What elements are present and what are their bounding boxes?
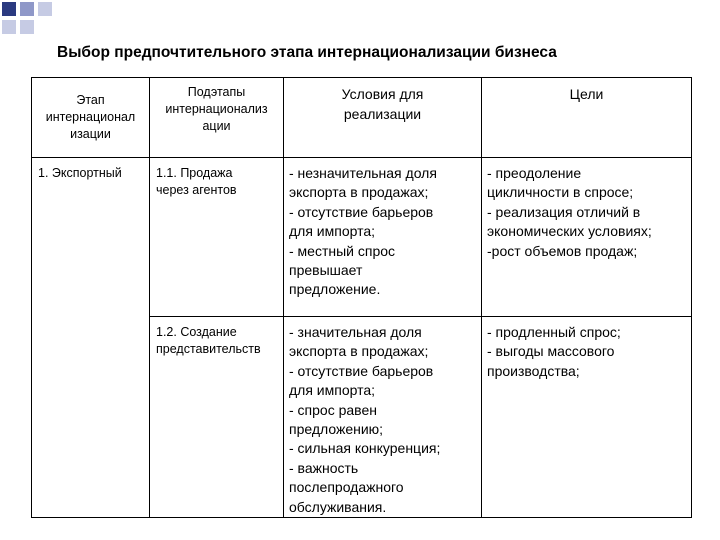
corner-decoration [0, 0, 60, 40]
header-stage: Этап интернационал изации [32, 78, 150, 158]
cell-stage: 1. Экспортный [32, 158, 150, 518]
table-row [32, 158, 692, 317]
header-substage: Подэтапы интернационализ ации [150, 78, 284, 158]
header-goals: Цели [482, 78, 692, 158]
cell-conditions: - незначительная доля экспорта в продажах; - отсутствие барьеров для импорта; - местный спрос превышает предложение. [284, 158, 482, 317]
header-conditions: Условия для реализации [284, 78, 482, 158]
decor-square [20, 20, 34, 34]
cell-substage: 1.2. Создание представительств [150, 317, 284, 518]
cell-goals: - преодоление цикличности в спросе; - реализация отличий в экономических условиях; -рост объемов продаж; [482, 158, 692, 317]
decor-square [2, 20, 16, 34]
page-title: Выбор предпочтительного этапа интернационализации бизнеса [57, 44, 557, 61]
decor-square [38, 2, 52, 16]
stages-table [31, 77, 692, 518]
cell-goals: - продленный спрос; - выгоды массового производства; [482, 317, 692, 518]
cell-substage: 1.1. Продажа через агентов [150, 158, 284, 317]
cell-conditions: - значительная доля экспорта в продажах; - отсутствие барьеров для импорта; - спрос равен предложению; - сильная конкуренция; - важность послепродажного обслуживания. [284, 317, 482, 518]
decor-square [20, 2, 34, 16]
decor-square [2, 2, 16, 16]
table-header-row [32, 78, 692, 158]
